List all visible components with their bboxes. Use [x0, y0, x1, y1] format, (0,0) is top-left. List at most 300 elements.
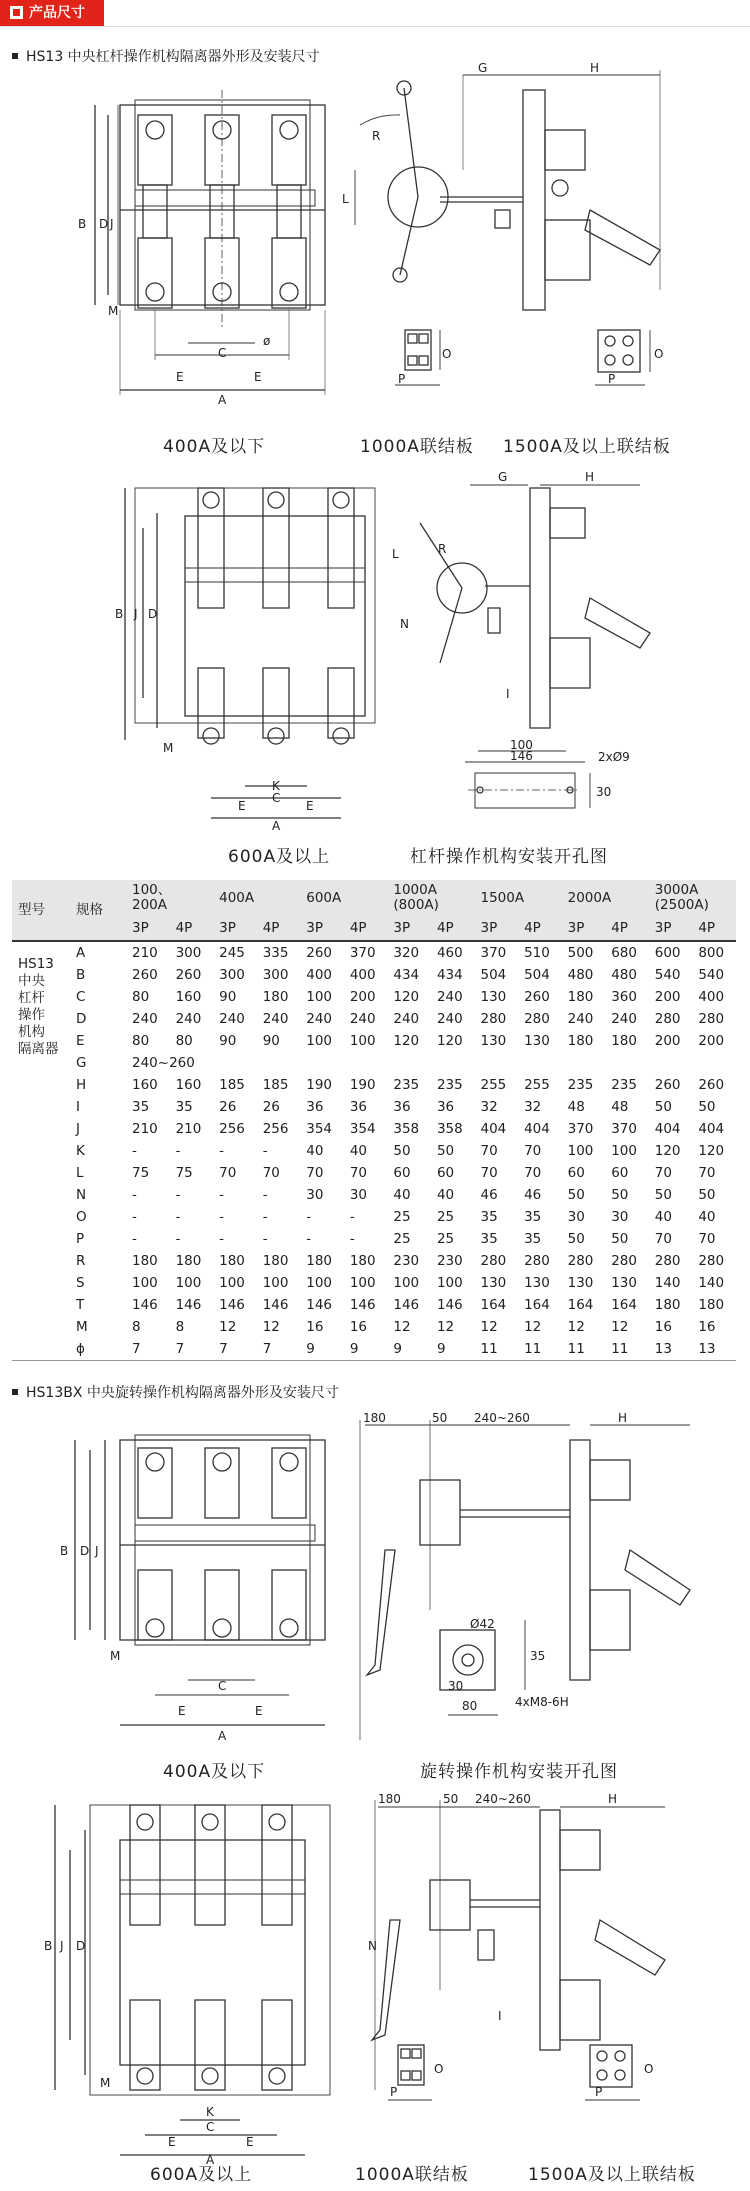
table-cell: 120 [393, 1033, 420, 1049]
table-cell: 16 [306, 1319, 324, 1335]
row-label: I [76, 1099, 80, 1115]
header-divider [0, 26, 750, 27]
table-cell: 680 [611, 945, 637, 961]
table-cell: 164 [567, 1297, 594, 1313]
bx6-dim-A: A [206, 2153, 215, 2165]
table-cell: 12 [219, 1319, 237, 1335]
table-cell: 164 [524, 1297, 550, 1313]
table-row [12, 1316, 736, 1338]
table-cell: 240 [393, 1011, 420, 1027]
table-cell: 146 [436, 1297, 463, 1313]
dim-label-146: 146 [510, 749, 533, 763]
row-label: ϕ [76, 1341, 85, 1357]
table-row [12, 1294, 736, 1316]
table-cell: - [262, 1187, 268, 1203]
table-cell: 40 [654, 1209, 672, 1225]
table-cell: 100 [436, 1275, 463, 1291]
table-cell: 260 [175, 967, 202, 983]
dim-label-100: 100 [510, 738, 533, 752]
table-cell: 80 [175, 1033, 193, 1049]
dim-label-E-right: E [254, 370, 262, 384]
table-cell: 90 [219, 1033, 237, 1049]
dim-label-G: G [478, 61, 488, 75]
table-cell: 11 [524, 1341, 542, 1357]
table-cell: - [175, 1187, 181, 1203]
table-cell: 50 [567, 1231, 585, 1247]
table-cell: 260 [654, 1077, 681, 1093]
dim-label-2x9: 2xØ9 [598, 750, 630, 764]
table-cell: 26 [262, 1099, 280, 1115]
table-cell: 100 [262, 1275, 289, 1291]
dim-label-C: C [218, 346, 227, 360]
table-cell: 146 [306, 1297, 333, 1313]
section-tag [0, 0, 104, 26]
front-view-600a [125, 488, 375, 818]
table-cell: 11 [567, 1341, 585, 1357]
group-header: 3000A (2500A) [649, 880, 736, 916]
col-model-header: 型号 [12, 880, 70, 941]
dim-label-R-600: R [438, 542, 447, 556]
table-cell: 60 [567, 1165, 585, 1181]
table-cell: 50 [654, 1187, 672, 1203]
table-cell: 230 [393, 1253, 420, 1269]
table-cell: 240 [175, 1011, 202, 1027]
table-cell: 36 [349, 1099, 367, 1115]
table-cell: 130 [567, 1275, 594, 1291]
table-cell: 370 [480, 945, 507, 961]
table-cell: 90 [262, 1033, 280, 1049]
dim-label-C-600: C [272, 791, 281, 805]
dim-label-O-1500: O [654, 347, 664, 361]
row-label: A [76, 945, 86, 961]
bx6-dim-M: M [100, 2076, 111, 2090]
table-cell: 164 [611, 1297, 637, 1313]
dim-label-G-600: G [498, 470, 508, 484]
table-cell: 404 [480, 1121, 507, 1137]
pole-header: 3P [475, 916, 519, 941]
table-cell: 16 [698, 1319, 716, 1335]
table-cell: 100 [306, 989, 333, 1005]
table-cell: 60 [393, 1165, 411, 1181]
tag-icon [10, 6, 23, 19]
table-cell: 280 [524, 1253, 550, 1269]
bx-dim-B: B [60, 1544, 69, 1558]
dim-label-J: J [110, 217, 114, 231]
table-cell: 460 [436, 945, 463, 961]
pole-header: 3P [126, 916, 170, 941]
table-cell: 70 [262, 1165, 280, 1181]
table-row [12, 1118, 736, 1140]
table-cell: 354 [349, 1121, 376, 1137]
table-cell: 185 [219, 1077, 245, 1093]
table-cell: 48 [611, 1099, 629, 1115]
table-cell: 70 [654, 1165, 672, 1181]
table-cell: - [306, 1209, 312, 1225]
bx6-dim-E-left: E [168, 2135, 176, 2149]
table-cell: 146 [175, 1297, 202, 1313]
table-cell: 60 [611, 1165, 629, 1181]
pole-header: 4P [692, 916, 736, 941]
dim-label-H: H [590, 61, 600, 75]
table-cell: 358 [436, 1121, 463, 1137]
bx6-dim-H: H [608, 1792, 618, 1806]
table-row [12, 1096, 736, 1118]
bx-dim-50: 50 [432, 1411, 448, 1425]
table-cell: 370 [611, 1121, 637, 1137]
dim-label-M-600: M [163, 741, 174, 755]
pole-header: 4P [518, 916, 562, 941]
table-cell: 240 [436, 1011, 463, 1027]
table-cell: 30 [567, 1209, 585, 1225]
table-row [12, 1052, 736, 1074]
table-cell: 11 [480, 1341, 498, 1357]
table-cell: 40 [698, 1209, 716, 1225]
table-cell: 180 [306, 1253, 333, 1269]
table-cell: 404 [698, 1121, 725, 1137]
table-cell: 235 [567, 1077, 594, 1093]
table-cell: - [175, 1231, 181, 1247]
table-cell: 70 [698, 1231, 716, 1247]
table-cell: 230 [436, 1253, 463, 1269]
pole-header: 3P [649, 916, 693, 941]
bx-dim-J: J [95, 1544, 99, 1558]
table-cell: 180 [262, 1253, 289, 1269]
bx-dim-A: A [218, 1729, 227, 1743]
table-cell: - [132, 1143, 137, 1159]
table-cell: 180 [132, 1253, 158, 1269]
table-cell: 35 [524, 1209, 542, 1225]
table-row [12, 1140, 736, 1162]
table-cell: 60 [436, 1165, 455, 1181]
table-cell: 35 [480, 1209, 498, 1225]
table-cell: 100 [349, 1275, 376, 1291]
table-cell: 36 [393, 1099, 411, 1115]
table-cell: 300 [219, 967, 245, 983]
table-row [12, 1228, 736, 1250]
table-cell: 13 [698, 1341, 716, 1357]
table-cell: 180 [567, 1033, 594, 1049]
bx-dim-35: 35 [530, 1649, 546, 1663]
group-header: 1000A (800A) [387, 880, 474, 916]
table-cell: 35 [132, 1099, 150, 1115]
bx-side-view-600a [372, 1800, 665, 2090]
table-cell: 70 [480, 1165, 498, 1181]
row-label: K [76, 1143, 85, 1159]
dim-label-E-600-right: E [306, 799, 314, 813]
table-cell: 40 [349, 1143, 367, 1159]
pole-header: 3P [387, 916, 431, 941]
table-cell: 404 [524, 1121, 550, 1137]
bx-dim-phi42: Ø42 [470, 1617, 495, 1631]
table-cell: 600 [654, 945, 681, 961]
row-label: H [76, 1077, 87, 1093]
table-cell: 370 [349, 945, 376, 961]
hs13bx-drawings-row1 [0, 1410, 750, 1760]
table-cell: 50 [698, 1187, 716, 1203]
bx6-dim-50: 50 [443, 1792, 459, 1806]
row-label: O [76, 1209, 87, 1225]
table-cell: 9 [349, 1341, 359, 1357]
table-cell: 100 [219, 1275, 245, 1291]
pole-header: 4P [605, 916, 649, 941]
table-cell: - [132, 1231, 137, 1247]
table-row [12, 1250, 736, 1272]
table-cell: 240~260 [132, 1055, 195, 1071]
table-cell: 25 [436, 1209, 455, 1225]
table-cell: 256 [219, 1121, 245, 1137]
side-view-lever [355, 70, 660, 310]
section1-title-text: HS13 中央杠杆操作机构隔离器外形及安装尺寸 [26, 49, 320, 65]
table-cell: 130 [611, 1275, 637, 1291]
table-cell: 255 [524, 1077, 550, 1093]
table-row [12, 1206, 736, 1228]
spec-table [12, 880, 736, 1361]
bx-dim-D: D [80, 1544, 90, 1558]
dim-label-D: D [99, 217, 109, 231]
table-cell: 160 [175, 1077, 202, 1093]
dim-label-H-600: H [585, 470, 595, 484]
dim-label-P-1500: P [608, 372, 616, 386]
row-label: G [76, 1055, 87, 1071]
caption-bx-400a: 400A及以下 [163, 1762, 266, 1782]
table-cell: 146 [393, 1297, 420, 1313]
caption-bx-1000a-plate: 1000A联结板 [355, 2165, 469, 2185]
table-cell: 50 [611, 1187, 629, 1203]
model-line: 杠杆 [18, 990, 45, 1006]
group-header: 100、 200A [126, 880, 213, 916]
table-cell: 35 [480, 1231, 498, 1247]
dim-label-N-600: N [400, 617, 409, 631]
pole-header: 4P [431, 916, 475, 941]
table-cell: 260 [132, 967, 158, 983]
bx-front-view-600a [55, 1805, 330, 2155]
table-cell: 9 [393, 1341, 402, 1357]
table-cell: 400 [306, 967, 333, 983]
table-cell: 404 [654, 1121, 681, 1137]
table-cell: 12 [524, 1319, 542, 1335]
table-cell: 335 [262, 945, 289, 961]
table-cell: 130 [480, 1275, 507, 1291]
table-cell: - [306, 1231, 312, 1247]
dim-label-A-600: A [272, 819, 281, 833]
pole-header: 4P [344, 916, 388, 941]
table-cell: 400 [698, 989, 725, 1005]
bx-dim-E-right: E [255, 1704, 263, 1718]
bx-dim-M: M [110, 1649, 121, 1663]
dim-label-L: L [342, 192, 349, 206]
table-cell: 240 [262, 1011, 289, 1027]
pole-header: 4P [170, 916, 214, 941]
table-cell: 120 [698, 1143, 725, 1159]
dim-label-J-600: J [134, 607, 138, 621]
table-cell: 40 [393, 1187, 411, 1203]
table-cell: 504 [524, 967, 550, 983]
table-cell: 240 [567, 1011, 594, 1027]
table-cell: 280 [567, 1253, 594, 1269]
table-cell: 120 [393, 989, 420, 1005]
row-label: L [76, 1165, 84, 1181]
table-cell: 30 [306, 1187, 324, 1203]
table-cell: 480 [567, 967, 594, 983]
table-cell: 320 [393, 945, 420, 961]
table-row [12, 1272, 736, 1294]
group-header: 600A [300, 880, 387, 916]
table-cell: 70 [524, 1165, 542, 1181]
bx-dim-180: 180 [363, 1411, 386, 1425]
table-cell: 100 [349, 1033, 376, 1049]
row-label: E [76, 1033, 85, 1049]
bx-front-view-400a [75, 1435, 325, 1725]
link-plate-1500a [595, 330, 650, 385]
table-cell: 50 [436, 1143, 455, 1159]
dim-label-I-600: I [506, 687, 510, 701]
section2-title-text: HS13BX 中央旋转操作机构隔离器外形及安装尺寸 [26, 1385, 339, 1401]
table-cell: 12 [567, 1319, 585, 1335]
table-cell: 240 [436, 989, 463, 1005]
dim-label-30: 30 [596, 785, 612, 799]
table-cell: 280 [654, 1011, 681, 1027]
table-cell: 200 [654, 1033, 681, 1049]
bx6-dim-B: B [44, 1939, 53, 1953]
table-cell: 180 [219, 1253, 245, 1269]
table-cell: 130 [524, 1275, 550, 1291]
dim-label-L-600: L [392, 547, 399, 561]
table-cell: 35 [175, 1099, 193, 1115]
table-cell: 8 [132, 1319, 141, 1335]
table-cell: 500 [567, 945, 594, 961]
table-cell: 70 [219, 1165, 237, 1181]
row-label: D [76, 1011, 87, 1027]
table-cell: 8 [175, 1319, 185, 1335]
side-view-lever-600a [420, 485, 650, 728]
table-cell: 46 [524, 1187, 542, 1203]
pole-header: 4P [257, 916, 301, 941]
caption-bx-1500a-plate: 1500A及以上联结板 [528, 2165, 696, 2185]
caption-rotary-hole: 旋转操作机构安装开孔图 [420, 1762, 618, 1782]
dim-label-E-600-left: E [238, 799, 246, 813]
model-line: 机构 [18, 1024, 45, 1040]
table-cell: 235 [393, 1077, 420, 1093]
caption-400a: 400A及以下 [163, 437, 266, 457]
table-cell: 7 [175, 1341, 185, 1357]
table-cell: 50 [567, 1187, 585, 1203]
table-cell: 7 [219, 1341, 228, 1357]
table-cell: 280 [698, 1011, 725, 1027]
table-cell: 358 [393, 1121, 420, 1137]
table-cell: 280 [524, 1011, 550, 1027]
caption-bx-600a: 600A及以上 [150, 2165, 253, 2185]
caption-1500a-plate: 1500A及以上联结板 [503, 437, 671, 457]
table-cell: 210 [132, 945, 158, 961]
table-cell: 12 [480, 1319, 498, 1335]
bx6-dim-N: N [368, 1939, 377, 1953]
table-cell: 70 [349, 1165, 367, 1181]
col-spec-header: 规格 [70, 880, 126, 941]
table-cell: 100 [567, 1143, 594, 1159]
table-cell: 190 [349, 1077, 376, 1093]
pole-1 [138, 115, 172, 308]
bx-dim-4xm8: 4xM8-6H [515, 1695, 569, 1709]
caption-1000a-plate: 1000A联结板 [360, 437, 474, 457]
table-cell: - [219, 1187, 224, 1203]
caption-600a: 600A及以上 [228, 847, 331, 867]
table-cell: 240 [611, 1011, 637, 1027]
table-cell: 434 [436, 967, 463, 983]
table-cell: 130 [480, 989, 507, 1005]
table-cell: 50 [393, 1143, 411, 1159]
table-cell: 260 [698, 1077, 725, 1093]
bx-side-view-rotary [360, 1420, 690, 1740]
table-cell: 50 [611, 1231, 629, 1247]
bullet-icon [12, 1389, 18, 1395]
table-cell: 130 [480, 1033, 507, 1049]
table-cell: 40 [436, 1187, 455, 1203]
table-cell: 280 [480, 1253, 507, 1269]
bx6-dim-O: O [434, 2062, 444, 2076]
table-cell: 140 [698, 1275, 725, 1291]
table-cell: 12 [611, 1319, 629, 1335]
table-cell: 75 [132, 1165, 150, 1181]
table-cell: 36 [436, 1099, 455, 1115]
hs13-drawings-row2 [0, 468, 750, 838]
row-label: N [76, 1187, 87, 1203]
table-cell: 180 [175, 1253, 202, 1269]
table-cell: 16 [349, 1319, 367, 1335]
table-cell: 146 [219, 1297, 245, 1313]
table-cell: 35 [524, 1231, 542, 1247]
bx6-dim-C: C [206, 2120, 215, 2134]
table-cell: 280 [654, 1253, 681, 1269]
row-label: J [76, 1121, 80, 1137]
table-cell: 210 [175, 1121, 202, 1137]
bullet-icon [12, 53, 18, 59]
table-cell: 146 [262, 1297, 289, 1313]
table-cell: 32 [524, 1099, 542, 1115]
table-cell: - [349, 1231, 355, 1247]
table-cell: - [262, 1209, 268, 1225]
table-cell: 540 [654, 967, 681, 983]
table-cell: 255 [480, 1077, 507, 1093]
table-header-row1 [12, 880, 736, 916]
table-cell: 100 [611, 1143, 637, 1159]
table-cell: 16 [654, 1319, 672, 1335]
row-label: C [76, 989, 86, 1005]
table-row [12, 1184, 736, 1206]
table-cell: 30 [611, 1209, 629, 1225]
table-cell: 210 [132, 1121, 158, 1137]
table-cell: 180 [654, 1297, 681, 1313]
model-line: 隔离器 [18, 1041, 59, 1057]
bx6-dim-180: 180 [378, 1792, 401, 1806]
row-label: M [76, 1319, 88, 1335]
dim-label-M: M [108, 304, 119, 318]
row-label: S [76, 1275, 85, 1291]
table-cell: 180 [262, 989, 289, 1005]
table-cell: 360 [611, 989, 637, 1005]
table-cell: 146 [349, 1297, 376, 1313]
table-cell: 280 [480, 1011, 507, 1027]
table-cell: 100 [393, 1275, 420, 1291]
table-cell: 100 [132, 1275, 158, 1291]
dim-label-P-1000: P [398, 372, 406, 386]
table-cell: 160 [132, 1077, 158, 1093]
table-cell: 280 [698, 1253, 725, 1269]
table-cell: 164 [480, 1297, 507, 1313]
table-cell: 240 [306, 1011, 333, 1027]
table-cell: - [219, 1209, 224, 1225]
table-cell: 504 [480, 967, 507, 983]
table-cell: 70 [306, 1165, 324, 1181]
